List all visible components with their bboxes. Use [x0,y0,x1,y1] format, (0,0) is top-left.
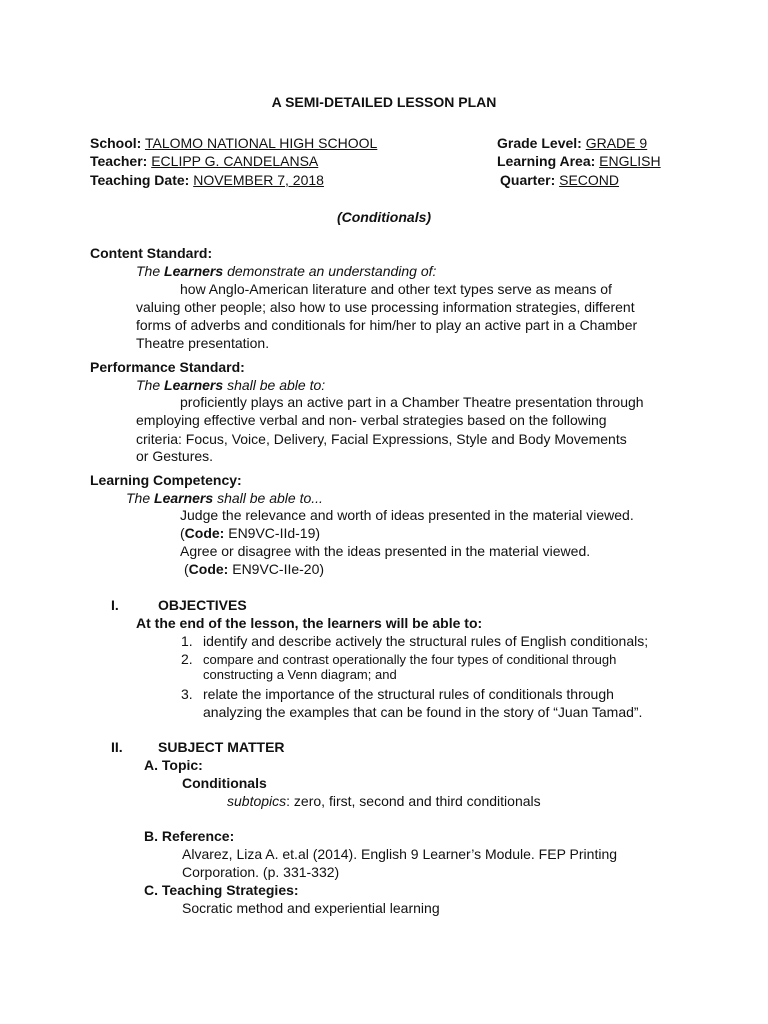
reference-label: B. Reference: [144,828,235,844]
teacher-value: ECLIPP G. CANDELANSA [151,153,319,169]
school-label: School: [90,135,142,151]
objectives-numeral: I. [111,597,119,613]
intro-learners: Learners [154,490,214,506]
lesson-subtitle: (Conditionals) [336,209,432,225]
objective-item [181,632,648,650]
subtopics-value: : zero, first, second and third conditionals [286,793,541,809]
intro-learners: Learners [164,377,224,393]
objectives-lead: At the end of the lesson, the learners will be able to: [136,615,483,631]
subtopics-row [227,792,541,810]
content-standard-heading: Content Standard: [90,245,213,261]
content-standard-line: valuing other people; also how to use processing information strategies, different [136,299,635,315]
reference-line: Corporation. (p. 331-332) [182,864,340,880]
code-label: Code: [184,525,225,541]
objectives-heading: OBJECTIVES [158,597,247,613]
competency-item: Agree or disagree with the ideas presented in the material viewed. [180,543,591,559]
subtopics-label: subtopics [227,793,287,809]
objective-number: 1. [181,633,193,649]
objective-text: identify and describe actively the structural rules of English conditionals; [203,633,649,649]
content-standard-line: how Anglo-American literature and other text types serve as means of [180,281,612,297]
objective-item [181,685,614,703]
objective-text-continued: analyzing the examples that can be found in the story of “Juan Tamad”. [203,704,643,720]
intro-the: The [136,377,161,393]
teaching-strategies-label: C. Teaching Strategies: [144,882,299,898]
learning-competency-heading: Learning Competency: [90,472,242,488]
grade-level-row [497,134,647,152]
topic-value: Conditionals [182,775,267,791]
document-title: A SEMI-DETAILED LESSON PLAN [271,94,497,110]
teacher-label: Teacher: [90,153,148,169]
competency-code: (Code: EN9VC-IId-19) [180,525,321,541]
school-row [90,134,377,152]
learning-area-value: ENGLISH [599,153,661,169]
quarter-label: Quarter: [500,172,556,188]
teaching-date-value: NOVEMBER 7, 2018 [193,172,324,188]
code-label: Code: [188,561,229,577]
performance-standard-line: employing effective verbal and non- verbal strategies based on the following [136,412,607,428]
code-value: EN9VC-IIe-20 [232,561,320,577]
teaching-date-label: Teaching Date: [90,172,190,188]
grade-level-label: Grade Level: [497,135,582,151]
objective-number: 2. [181,651,193,667]
intro-rest: shall be able to... [217,490,323,506]
learning-area-label: Learning Area: [497,153,596,169]
performance-standard-line: or Gestures. [136,448,214,464]
quarter-row [500,171,619,189]
performance-standard-line: criteria: Focus, Voice, Delivery, Facial Expressions, Style and Body Movements [136,431,627,447]
competency-item: Judge the relevance and worth of ideas presented in the material viewed. [180,507,634,523]
content-standard-line: Theatre presentation. [136,335,270,351]
learning-area-row [497,152,661,170]
objective-text: compare and contrast operationally the four types of conditional through [203,652,617,667]
subject-matter-numeral: II. [111,739,123,755]
code-value: EN9VC-IId-19 [228,525,316,541]
objective-number: 3. [181,686,193,702]
quarter-value: SECOND [559,172,620,188]
performance-standard-intro [136,376,325,394]
objective-text-continued: constructing a Venn diagram; and [203,667,397,682]
competency-code: (Code: EN9VC-IIe-20) [184,561,325,577]
grade-level-value: GRADE 9 [585,135,648,151]
school-value: TALOMO NATIONAL HIGH SCHOOL [144,135,378,151]
performance-standard-line: proficiently plays an active part in a Chamber Theatre presentation through [180,394,644,410]
content-standard-intro [136,262,436,280]
intro-rest: demonstrate an understanding of: [227,263,437,279]
learning-competency-intro [126,489,323,507]
reference-line: Alvarez, Liza A. et.al (2014). English 9 Learner’s Module. FEP Printing [182,846,618,862]
subject-matter-heading: SUBJECT MATTER [158,739,285,755]
objective-text: relate the importance of the structural rules of conditionals through [203,686,614,702]
teaching-strategies-value: Socratic method and experiential learning [182,900,440,916]
performance-standard-heading: Performance Standard: [90,359,245,375]
content-standard-line: forms of adverbs and conditionals for him/her to play an active part in a Chamber [136,317,638,333]
topic-label: A. Topic: [144,757,203,773]
teaching-date-row [90,171,324,189]
teacher-row [90,152,318,170]
intro-the: The [136,263,161,279]
intro-learners: Learners [164,263,224,279]
intro-the: The [126,490,151,506]
intro-rest: shall be able to: [227,377,326,393]
